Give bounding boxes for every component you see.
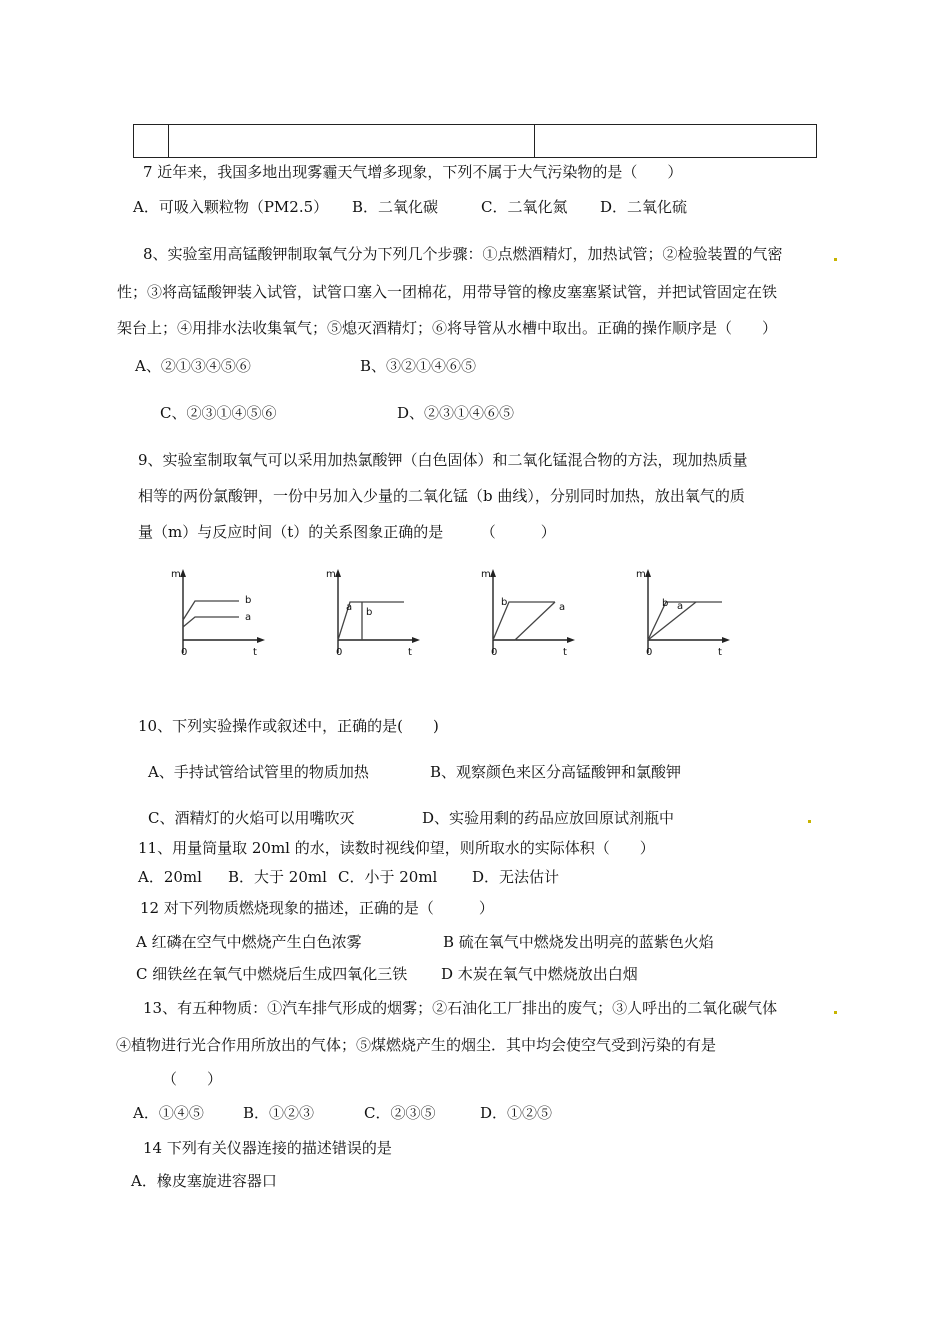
curve-a xyxy=(648,602,696,640)
q7-option-a: A．可吸入颗粒物（PM2.5） xyxy=(133,198,329,216)
scan-dot xyxy=(808,820,811,823)
x-label: t xyxy=(253,647,257,658)
q12-option-c: C 细铁丝在氧气中燃烧后生成四氧化三铁 xyxy=(136,965,408,983)
y-axis-arrow xyxy=(490,569,496,577)
y-label: m xyxy=(481,569,491,580)
x-axis-arrow xyxy=(722,637,730,643)
q8-line-3: 架台上；④用排水法收集氧气；⑤熄灭酒精灯；⑥将导管从水槽中取出。正确的操作顺序是（ ） xyxy=(117,319,778,337)
curve-b-label: b xyxy=(366,607,373,618)
table-divider xyxy=(534,125,535,157)
q9-graph-c xyxy=(475,565,625,663)
origin-label: 0 xyxy=(181,647,188,658)
y-label: m xyxy=(171,569,181,580)
curve-b-label: b xyxy=(245,595,252,606)
q12-option-d: D 木炭在氧气中燃烧放出白烟 xyxy=(441,965,638,983)
curve-b-label: b xyxy=(662,598,669,609)
q7-option-c: C．二氧化氮 xyxy=(481,198,568,216)
q11-option-a: A．20ml xyxy=(138,868,202,886)
x-axis-arrow xyxy=(257,637,265,643)
q8-option-c: C、②③①④⑤⑥ xyxy=(160,404,277,422)
q12-option-b: B 硫在氧气中燃烧发出明亮的蓝紫色火焰 xyxy=(443,933,714,951)
q10-stem: 10、下列实验操作或叙述中，正确的是( ) xyxy=(138,717,439,735)
q13-line-1: 13、有五种物质：①汽车排气形成的烟雾；②石油化工厂排出的废气；③人呼出的二氧化碳气体 xyxy=(143,999,778,1017)
q8-option-a: A、②①③④⑤⑥ xyxy=(135,357,251,375)
y-axis-arrow xyxy=(645,569,651,577)
curve-a-label: a xyxy=(559,602,566,613)
curve-a-label: a xyxy=(346,602,353,613)
origin-label: 0 xyxy=(646,647,653,658)
curve-a-label: a xyxy=(677,601,684,612)
q13-line-3: （ ） xyxy=(162,1070,223,1088)
q14-option-a: A．橡皮塞旋进容器口 xyxy=(131,1172,277,1190)
q9-line-3: 量（m）与反应时间（t）的关系图象正确的是 （ ） xyxy=(138,523,556,541)
q13-option-d: D．①②⑤ xyxy=(480,1104,553,1122)
q10-option-c: C、酒精灯的火焰可以用嘴吹灭 xyxy=(148,809,355,827)
q12-stem: 12 对下列物质燃烧现象的描述，正确的是（ ） xyxy=(140,899,494,917)
scan-dot xyxy=(834,258,837,261)
q9-line-1: 9、实验室制取氧气可以采用加热氯酸钾（白色固体）和二氧化锰混合物的方法，现加热质量 xyxy=(138,451,748,469)
x-label: t xyxy=(718,647,722,658)
y-axis-arrow xyxy=(335,569,341,577)
x-axis-arrow xyxy=(412,637,420,643)
q11-stem: 11、用量筒量取 20ml 的水，读数时视线仰望，则所取水的实际体积（ ） xyxy=(138,839,655,857)
curve-a xyxy=(515,602,555,640)
x-axis-arrow xyxy=(567,637,575,643)
q7-stem: 7 近年来，我国多地出现雾霾天气增多现象，下列不属于大气污染物的是（ ） xyxy=(143,163,683,181)
x-label: t xyxy=(563,647,567,658)
y-label: m xyxy=(326,569,336,580)
scan-dot xyxy=(834,1011,837,1014)
q11-option-c: C．小于 20ml xyxy=(338,868,438,886)
q7-option-b: B．二氧化碳 xyxy=(352,198,439,216)
q9-graph-b xyxy=(320,565,470,663)
q11-option-b: B．大于 20ml xyxy=(228,868,327,886)
q9-graph-a xyxy=(165,565,315,663)
q12-option-a: A 红磷在空气中燃烧产生白色浓雾 xyxy=(136,933,362,951)
origin-label: 0 xyxy=(336,647,343,658)
answer-table-fragment xyxy=(133,124,817,158)
x-label: t xyxy=(408,647,412,658)
curve-b-label: b xyxy=(501,597,508,608)
q13-option-b: B．①②③ xyxy=(243,1104,315,1122)
q10-option-b: B、观察颜色来区分高锰酸钾和氯酸钾 xyxy=(430,763,682,781)
curve-a xyxy=(183,617,239,627)
q10-option-a: A、手持试管给试管里的物质加热 xyxy=(148,763,369,781)
q10-option-d: D、实验用剩的药品应放回原试剂瓶中 xyxy=(422,809,675,827)
curve-a-label: a xyxy=(245,612,252,623)
q7-option-d: D．二氧化硫 xyxy=(600,198,688,216)
q9-graph-d xyxy=(630,565,780,663)
q13-line-2: ④植物进行光合作用所放出的气体；⑤煤燃烧产生的烟尘．其中均会使空气受到污染的有是 xyxy=(116,1036,717,1054)
q8-line-1: 8、实验室用高锰酸钾制取氧气分为下列几个步骤：①点燃酒精灯，加热试管；②检验装置的气密 xyxy=(143,245,783,263)
origin-label: 0 xyxy=(491,647,498,658)
table-divider xyxy=(168,125,169,157)
q8-option-d: D、②③①④⑥⑤ xyxy=(397,404,515,422)
q13-option-a: A．①④⑤ xyxy=(133,1104,204,1122)
q14-stem: 14 下列有关仪器连接的描述错误的是 xyxy=(143,1139,392,1157)
q11-option-d: D．无法估计 xyxy=(472,868,560,886)
q8-option-b: B、③②①④⑥⑤ xyxy=(360,357,477,375)
q9-line-2: 相等的两份氯酸钾，一份中另加入少量的二氧化锰（b 曲线），分别同时加热，放出氧气的质 xyxy=(138,487,745,505)
curve-b xyxy=(648,602,722,640)
q13-option-c: C．②③⑤ xyxy=(364,1104,436,1122)
q8-line-2: 性；③将高锰酸钾装入试管，试管口塞入一团棉花，用带导管的橡皮塞塞紧试管，并把试管固定在铁 xyxy=(117,283,778,301)
y-label: m xyxy=(636,569,646,580)
y-axis-arrow xyxy=(180,569,186,577)
